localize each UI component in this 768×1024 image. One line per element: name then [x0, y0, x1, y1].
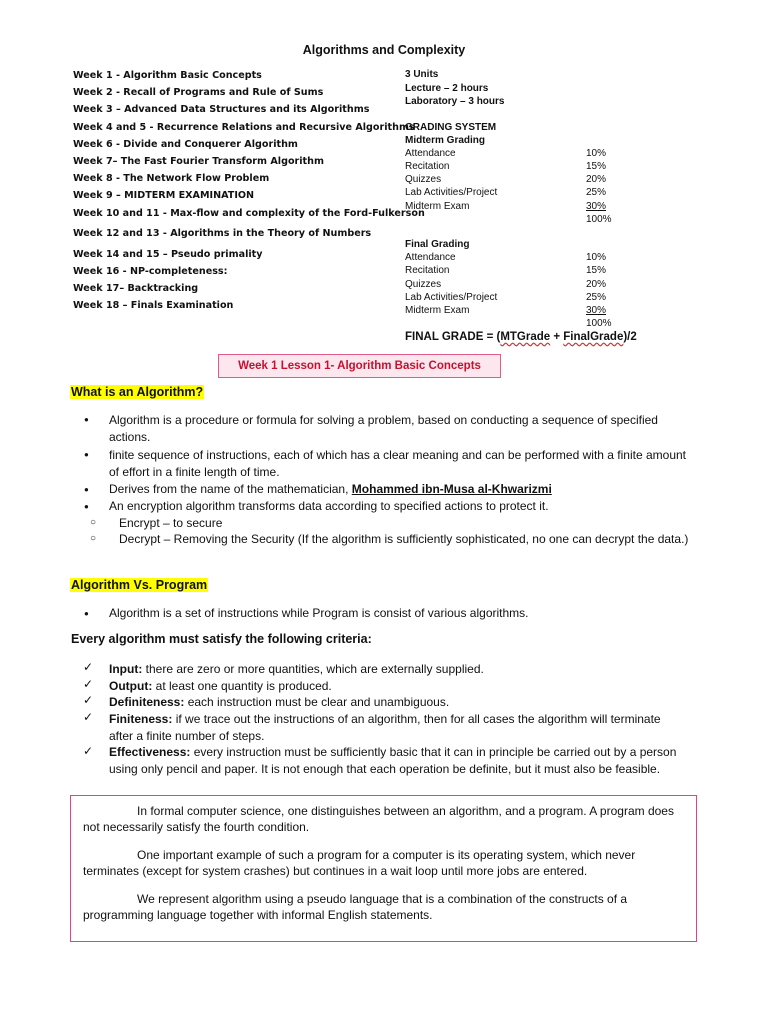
grade-row: [405, 292, 615, 303]
criteria-item: [109, 678, 709, 695]
criteria-item: [109, 694, 709, 711]
vs-heading-text: Algorithm Vs. Program: [71, 578, 208, 592]
criteria-text: each instruction must be clear and unambiguous.: [184, 695, 450, 709]
vs-heading: [70, 576, 208, 594]
formula-text: )/2: [623, 331, 637, 343]
what-heading: [70, 383, 204, 401]
what-bullet: finite sequence of instructions, each of which has a clear meaning and can be performed with a finite amount of effort in a finite length of time.: [109, 448, 687, 479]
lecture-hours: Lecture – 2 hours: [405, 82, 489, 94]
criteria-heading: Every algorithm must satisfy the following criteria:: [71, 632, 372, 646]
grade-item: Attendance: [405, 252, 456, 263]
what-heading-text: What is an Algorithm?: [71, 385, 204, 399]
criteria-item: [109, 661, 709, 678]
what-bullet: An encryption algorithm transforms data according to specified actions to protect it.: [109, 499, 549, 513]
grade-percent: 10%: [586, 252, 607, 263]
note-paragraph: [83, 847, 683, 879]
final-grade-formula: [405, 331, 637, 343]
what-bullet: Algorithm is a procedure or formula for solving a problem, based on conducting a sequence of specified actions.: [109, 413, 658, 444]
week-item: Week 8 - The Network Flow Problem: [73, 173, 270, 184]
week-item: Week 12 and 13 - Algorithms in the Theory of Numbers: [73, 228, 372, 239]
week-item: Week 3 – Advanced Data Structures and its Algorithms: [73, 104, 370, 115]
circle-bullet-icon: ○: [90, 517, 97, 528]
grade-item: Quizzes: [405, 174, 442, 185]
criteria-term: Definiteness:: [109, 695, 185, 709]
grading-heading: GRADING SYSTEM: [405, 122, 497, 133]
final-total: 100%: [586, 318, 612, 329]
criteria-text: if we trace out the instructions of an algorithm, then for all cases the algorithm will terminate after a finite number of steps.: [109, 712, 661, 743]
grade-percent: 30%: [586, 305, 607, 316]
bullet-icon: ●: [84, 609, 89, 618]
grade-percent: 15%: [586, 161, 607, 172]
laboratory-hours: Laboratory – 3 hours: [405, 96, 505, 107]
mathematician-name: Mohammed ibn-Musa al-Khwarizmi: [351, 482, 552, 496]
week-item: Week 17– Backtracking: [73, 283, 199, 294]
grade-item: Recitation: [405, 161, 450, 172]
checkmark-icon: ✓: [83, 660, 94, 674]
criteria-term: Output:: [109, 679, 153, 693]
grade-row: [405, 279, 615, 290]
week-item: Week 16 - NP-completeness:: [73, 266, 228, 277]
midterm-total: 100%: [586, 214, 612, 225]
grade-percent: 20%: [586, 279, 607, 290]
formula-mt: MTGrade: [500, 331, 551, 343]
grade-percent: 25%: [586, 292, 607, 303]
grade-percent: 25%: [586, 187, 607, 198]
grade-percent: 20%: [586, 174, 607, 185]
grade-item: Lab Activities/Project: [405, 292, 498, 303]
grade-percent: 10%: [586, 148, 607, 159]
week-item: Week 1 - Algorithm Basic Concepts: [73, 70, 262, 81]
note-box: [70, 795, 697, 942]
units-count: 3 Units: [405, 69, 439, 80]
criteria-term: Finiteness:: [109, 712, 173, 726]
units-info: [405, 68, 504, 109]
grade-item: Midterm Exam: [405, 201, 470, 212]
checkmark-icon: ✓: [83, 677, 94, 691]
grade-row: [405, 265, 615, 276]
grade-row: [405, 174, 615, 185]
bullet-text: Derives from the name of the mathematician,: [109, 482, 352, 496]
week-item: Week 6 - Divide and Conquerer Algorithm: [73, 139, 298, 150]
note-text: In formal computer science, one distinguishes between an algorithm, and a program. A program does not necessarily satisfy the fourth condition.: [83, 804, 674, 834]
midterm-grading-label: Midterm Grading: [405, 135, 486, 146]
checkmark-icon: ✓: [83, 710, 94, 724]
week-item: Week 14 and 15 – Pseudo primality: [73, 249, 263, 260]
week-item: Week 18 – Finals Examination: [73, 300, 234, 311]
grade-item: Recitation: [405, 265, 450, 276]
grade-percent: 30%: [586, 201, 607, 212]
formula-text: +: [550, 331, 564, 343]
sub-bullet: Decrypt – Removing the Security (If the algorithm is sufficiently sophisticated, no one can decrypt the data.): [119, 532, 689, 546]
grade-row: [405, 305, 615, 316]
grade-item: Midterm Exam: [405, 305, 470, 316]
note-text: One important example of such a program for a computer is its operating system, which never terminates (except for system crashes) but continues in a wait loop until more jobs are entered.: [83, 848, 636, 878]
vs-bullet: Algorithm is a set of instructions while Program is consist of various algorithms.: [109, 606, 529, 620]
grade-row: [405, 148, 615, 159]
week-item: Week 7– The Fast Fourier Transform Algorithm: [73, 156, 324, 167]
week-item: Week 4 and 5 - Recurrence Relations and Recursive Algorithms: [73, 122, 415, 133]
week-item: Week 10 and 11 - Max-flow and complexity of the Ford-Fulkerson: [73, 208, 425, 219]
page-title: Algorithms and Complexity: [302, 43, 466, 57]
what-bullet: [109, 481, 709, 498]
note-paragraph: [83, 803, 683, 835]
note-paragraph: [83, 891, 683, 923]
circle-bullet-icon: ○: [90, 533, 97, 544]
grade-percent: 15%: [586, 265, 607, 276]
bullet-icon: ●: [84, 502, 89, 511]
lesson-title: Week 1 Lesson 1- Algorithm Basic Concepts: [218, 354, 501, 378]
criteria-term: Effectiveness:: [109, 745, 191, 759]
bullet-icon: ●: [84, 450, 89, 459]
criteria-item: [109, 711, 669, 744]
criteria-item: [109, 744, 699, 777]
bullet-icon: ●: [84, 415, 89, 424]
week-item: Week 9 – MIDTERM EXAMINATION: [73, 190, 255, 201]
sub-bullet: Encrypt – to secure: [119, 516, 223, 530]
week-item: Week 2 - Recall of Programs and Rule of Sums: [73, 87, 324, 98]
grade-item: Attendance: [405, 148, 456, 159]
criteria-text: at least one quantity is produced.: [152, 679, 332, 693]
note-text: We represent algorithm using a pseudo language that is a combination of the constructs of a programming language together with informal English statements.: [83, 892, 628, 922]
grade-row: [405, 201, 615, 212]
grade-item: Quizzes: [405, 279, 442, 290]
formula-fg: FinalGrade: [563, 331, 624, 343]
grade-row: [405, 161, 615, 172]
final-grading-label: Final Grading: [405, 239, 470, 250]
formula-text: FINAL GRADE = (: [405, 331, 501, 343]
grade-row: [405, 187, 615, 198]
checkmark-icon: ✓: [83, 693, 94, 707]
bullet-icon: ●: [84, 485, 89, 494]
grade-item: Lab Activities/Project: [405, 187, 498, 198]
criteria-text: there are zero or more quantities, which are externally supplied.: [142, 662, 484, 676]
criteria-term: Input:: [109, 662, 143, 676]
criteria-text: every instruction must be sufficiently basic that it can in principle be carried out by a person using only pencil and paper. It is not enough that each operation be definite, but it must also be feasible.: [109, 745, 677, 776]
grade-row: [405, 252, 615, 263]
checkmark-icon: ✓: [83, 744, 94, 758]
